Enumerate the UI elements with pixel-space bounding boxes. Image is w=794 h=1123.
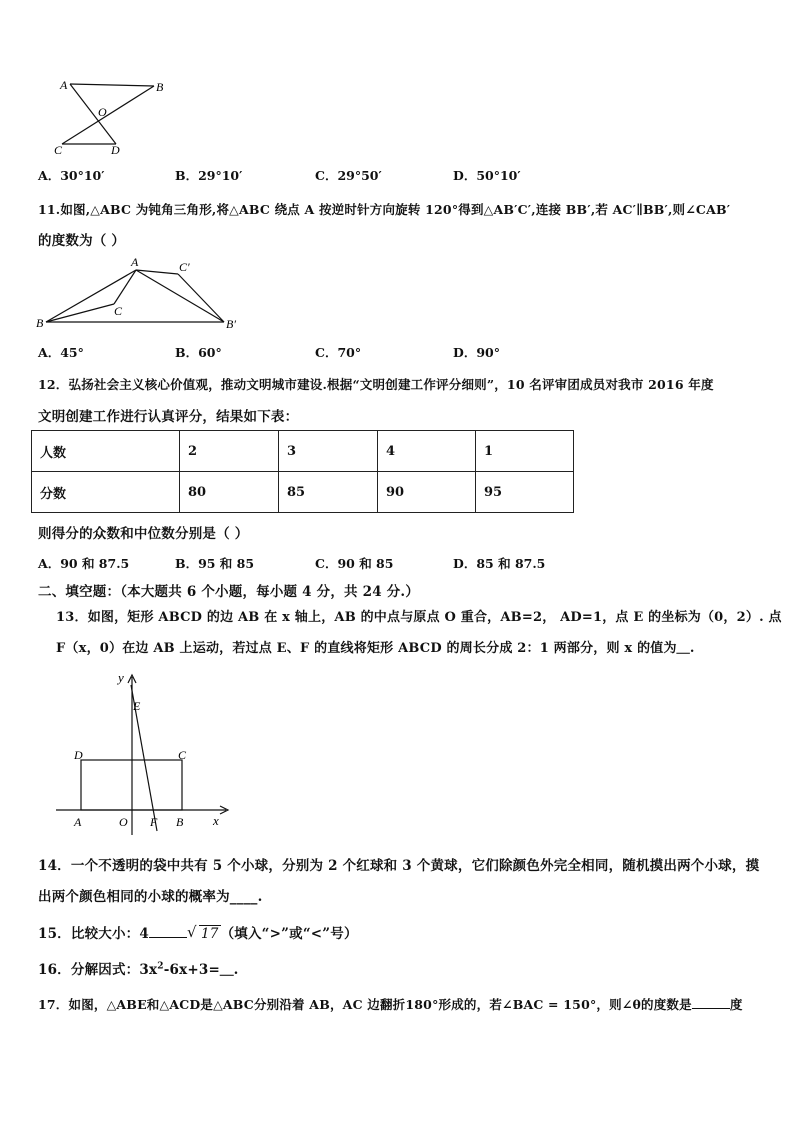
q13-label-f: F [150, 815, 158, 829]
q13-label-c: C [178, 748, 187, 762]
q13-label-x: x [213, 813, 219, 828]
table-cell: 2 [180, 431, 279, 472]
q10-option-c: C．29°50′ [315, 168, 382, 183]
q10-option-d: D．50°10′ [453, 168, 521, 183]
q10-label-d: D [111, 143, 120, 157]
q13-label-e: E [133, 699, 141, 713]
table-cell: 分数 [32, 472, 180, 513]
q12-question: 则得分的众数和中位数分别是（ ） [38, 526, 249, 542]
q12-score-table [31, 430, 574, 513]
q12-option-b: B．95 和 85 [175, 556, 255, 571]
q12-stem-line2: 文明创建工作进行认真评分，结果如下表： [38, 409, 299, 425]
table-cell: 95 [476, 472, 574, 513]
q12-option-a: A．90 和 87.5 [38, 556, 130, 571]
q13-label-a: A [74, 815, 82, 829]
q17-stem [38, 995, 743, 1013]
q13-label-o: O [119, 815, 128, 829]
q15-prefix: 15．比较大小：4 [38, 926, 149, 942]
q13-stem-line1: 13．如图，矩形 ABCD 的边 AB 在 x 轴上，AB 的中点与原点 O 重合，AB=2， AD=1，点 E 的坐标为（0，2）. 点 [56, 610, 782, 625]
table-cell: 90 [378, 472, 476, 513]
table-row [32, 472, 574, 513]
q11-label-cprime: C′ [179, 260, 190, 274]
q16-prefix: 16．分解因式：3x [38, 962, 158, 978]
q10-label-o: O [98, 105, 107, 119]
q12-option-d: D．85 和 87.5 [453, 556, 546, 571]
table-cell: 1 [476, 431, 574, 472]
table-cell: 4 [378, 431, 476, 472]
q15-suffix: （填入“>”或“<”号） [220, 926, 358, 942]
q16-suffix: -6x+3=＿. [163, 962, 239, 978]
table-cell: 人数 [32, 431, 180, 472]
q11-figure [34, 254, 244, 334]
q14-stem-line1: 14．一个不透明的袋中共有 5 个小球，分别为 2 个红球和 3 个黄球，它们除颜色外完全相同，随机摸出两个小球，摸 [38, 858, 760, 874]
q12-option-c: C．90 和 85 [315, 556, 394, 571]
q17-tail: 度 [729, 997, 743, 1012]
q10-option-a: A．30°10′ [38, 168, 105, 183]
q16-exponent: 2 [157, 961, 164, 972]
q11-option-c: C．70° [315, 345, 362, 360]
q14-stem-line2: 出两个颜色相同的小球的概率为____. [38, 889, 263, 905]
q11-label-c: C [114, 304, 123, 318]
q16-stem [38, 958, 239, 978]
q11-label-bprime: B′ [226, 317, 236, 331]
q15-radicand: 17 [200, 926, 219, 942]
q13-label-d: D [74, 748, 83, 762]
q12-stem-line1: 12．弘扬社会主义核心价值观，推动文明城市建设.根据“文明创建工作评分细则”，10 名评审团成员对我市 2016 年度 [38, 377, 714, 392]
q15-sqrt: √ 17 [186, 923, 219, 942]
table-cell: 80 [180, 472, 279, 513]
table-cell: 3 [279, 431, 378, 472]
q10-label-b: B [156, 80, 164, 94]
q10-figure [48, 72, 178, 160]
q11-option-a: A．45° [38, 345, 84, 360]
q11-label-a: A [131, 255, 139, 269]
q11-stem-line1: 11.如图,△ABC 为钝角三角形,将△ABC 绕点 A 按逆时针方向旋转 120°得到△AB′C′,连接 BB′,若 AC′∥BB′,则∠CAB′ [38, 202, 731, 217]
q13-stem-line2: F（x，0）在边 AB 上运动，若过点 E、F 的直线将矩形 ABCD 的周长分成 2：1 两部分，则 x 的值为＿. [56, 641, 695, 656]
q11-option-b: B．60° [175, 345, 222, 360]
table-row [32, 431, 574, 472]
q11-option-d: D．90° [453, 345, 500, 360]
q15-stem [38, 922, 358, 942]
q17-text: 17．如图，△ABE和△ACD是△ABC分别沿着 AB，AC 边翻折180°形成的，若∠BAC = 150°，则∠θ的度数是 [38, 997, 692, 1012]
q11-stem-line2: 的度数为（ ） [38, 233, 126, 249]
q10-label-a: A [60, 78, 68, 92]
section-2-heading: 二、填空题：（本大题共 6 个小题，每小题 4 分，共 24 分.） [38, 584, 420, 600]
q11-label-b: B [36, 316, 44, 330]
q13-coordinate-figure [50, 665, 240, 843]
q13-label-y: y [118, 670, 124, 685]
q17-answer-blank [692, 996, 730, 1009]
q13-label-b: B [176, 815, 184, 829]
q10-label-c: C [54, 143, 63, 157]
q15-answer-blank [149, 925, 187, 938]
q10-option-b: B．29°10′ [175, 168, 243, 183]
table-cell: 85 [279, 472, 378, 513]
